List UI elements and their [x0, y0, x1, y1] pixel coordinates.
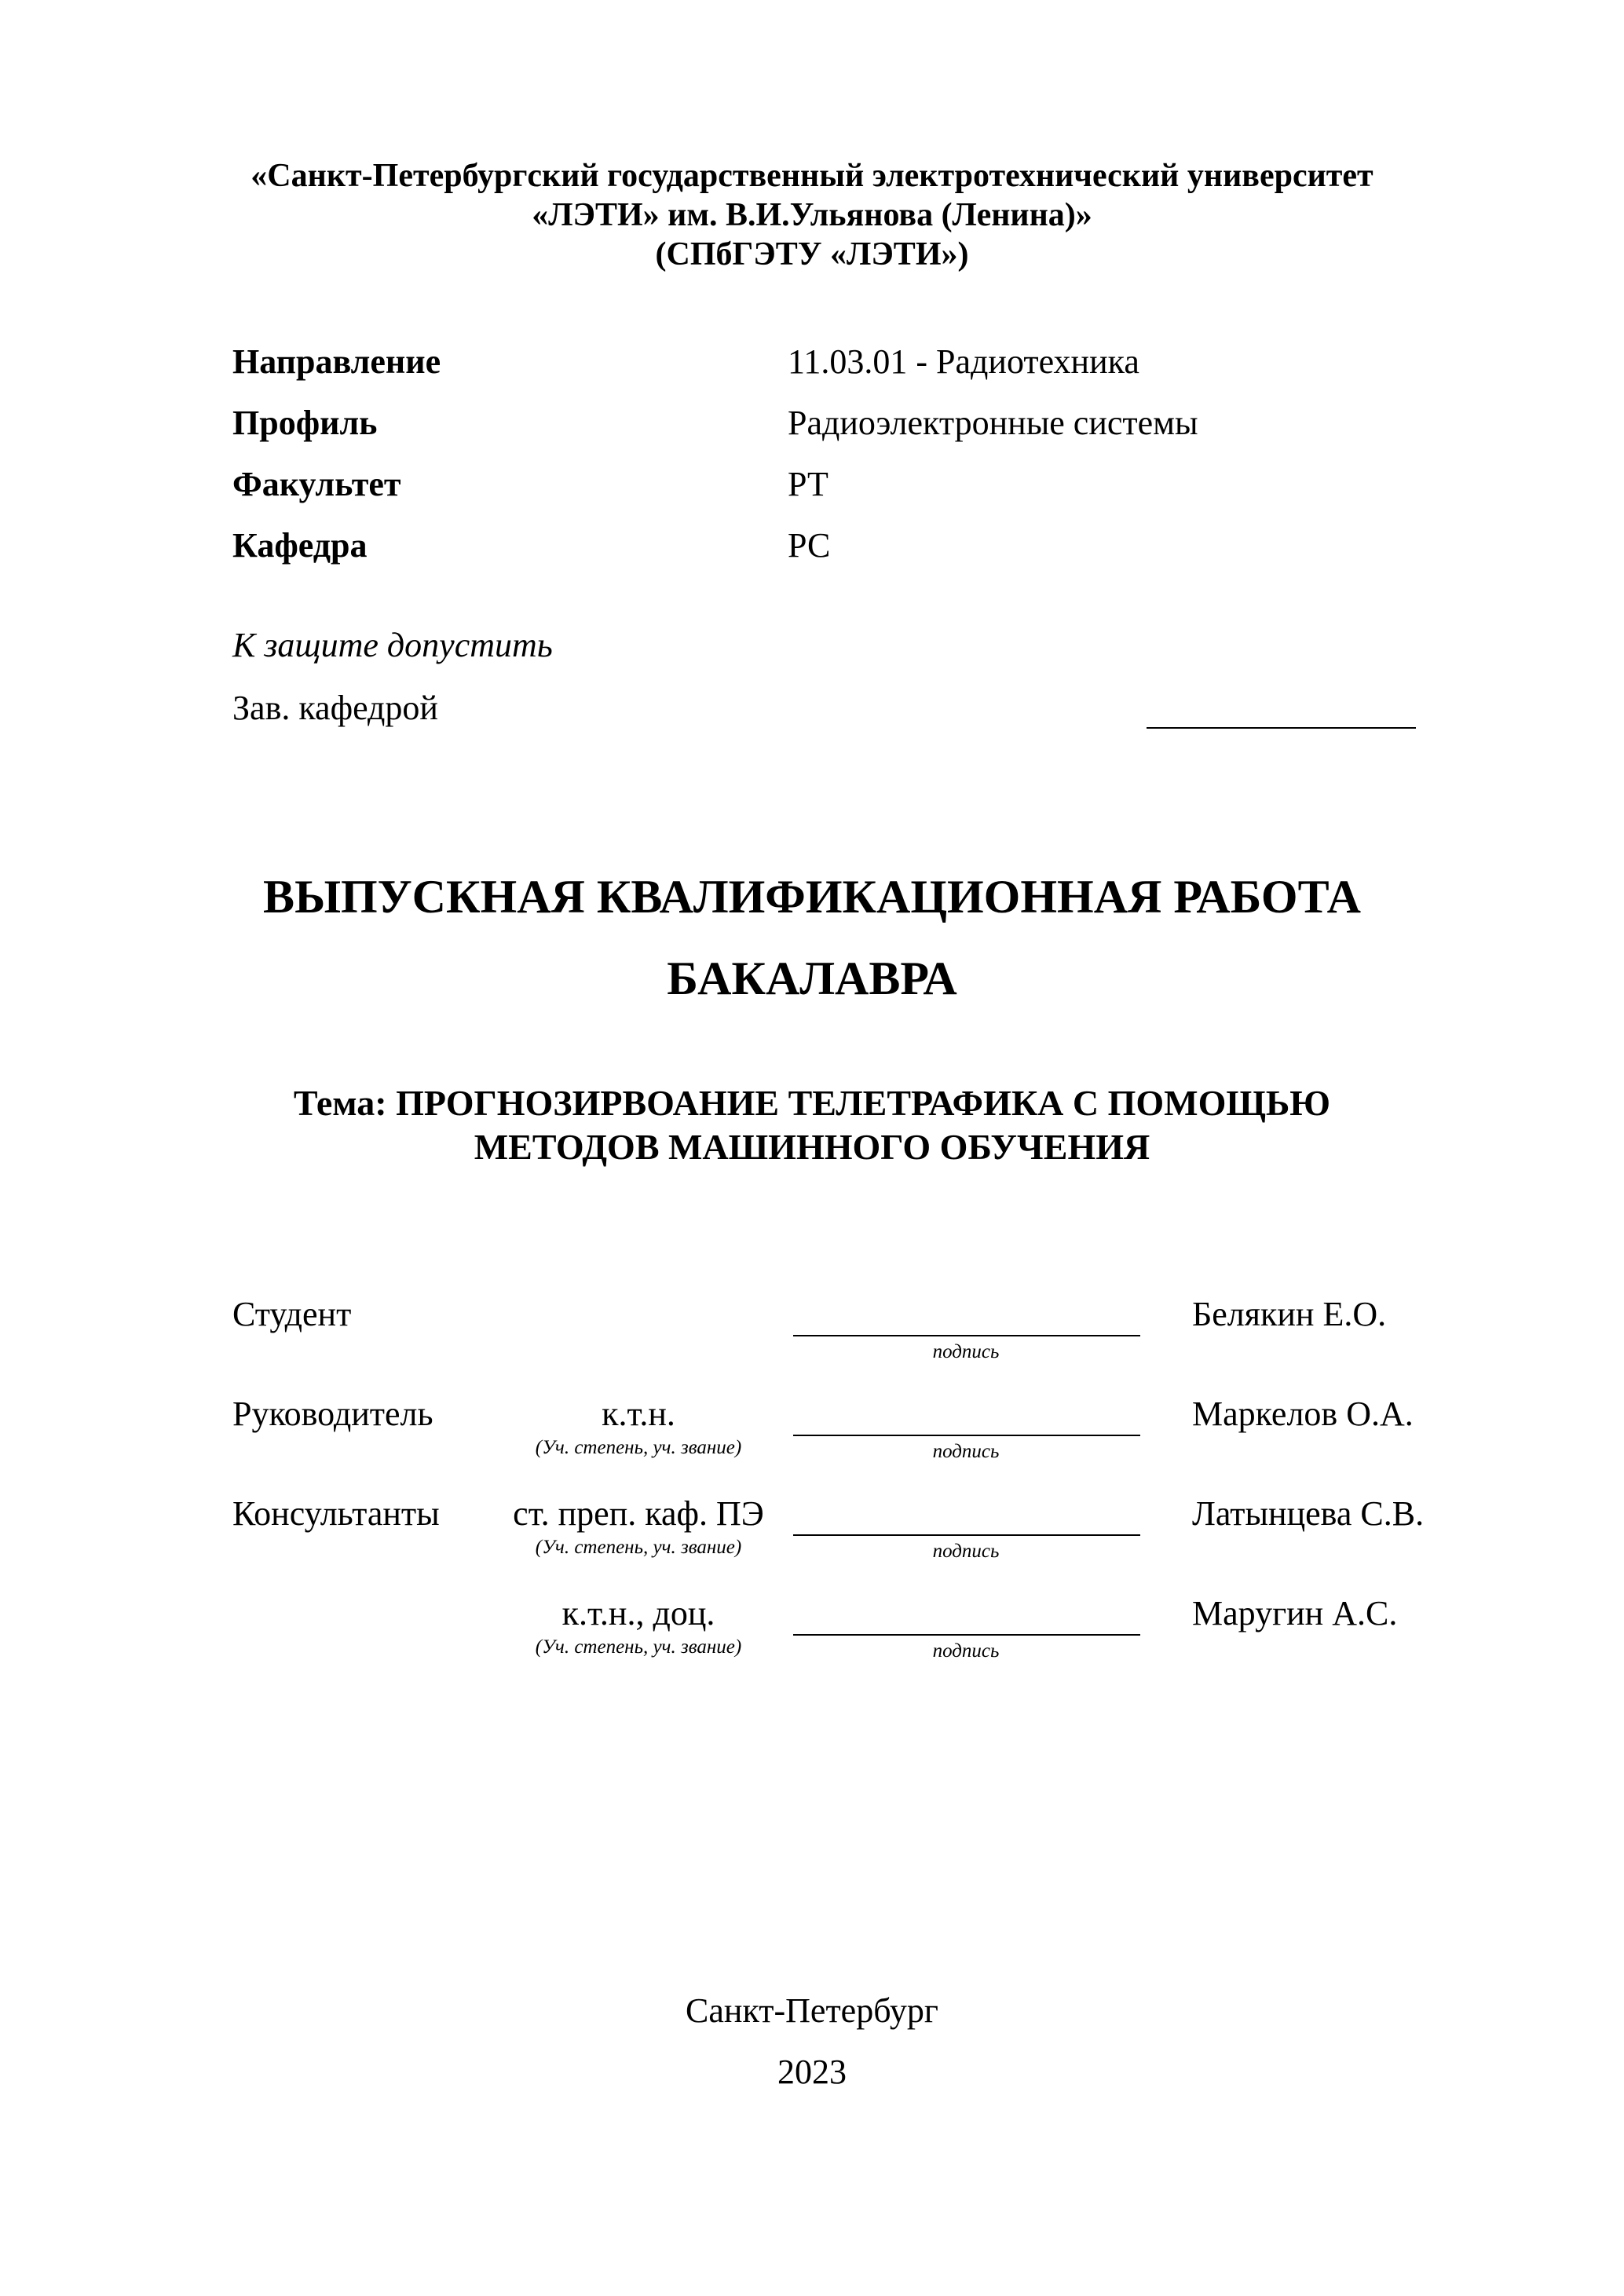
supervisor-rank-caption: (Уч. степень, уч. звание)	[535, 1437, 742, 1458]
student-signature-caption: подпись	[932, 1341, 1000, 1362]
direction-value: 11.03.01 - Радиотехника	[788, 342, 1139, 381]
university-name-line1: «Санкт-Петербургский государственный электротехнический университет	[251, 158, 1373, 194]
university-abbreviation: (СПбГЭТУ «ЛЭТИ»)	[655, 236, 969, 272]
supervisor-signature-line	[793, 1435, 1140, 1436]
footer-city: Санкт-Петербург	[686, 1991, 938, 2030]
supervisor-role: Руководитель	[232, 1395, 433, 1433]
supervisor-name: Маркелов О.А.	[1192, 1395, 1414, 1433]
work-title-line1: ВЫПУСКНАЯ КВАЛИФИКАЦИОННАЯ РАБОТА	[263, 871, 1361, 923]
consultant2-signature-line	[793, 1634, 1140, 1636]
consultants-role: Консультанты	[232, 1494, 440, 1533]
student-name: Белякин Е.О.	[1192, 1295, 1387, 1333]
consultant1-rank: ст. преп. каф. ПЭ	[513, 1494, 764, 1533]
consultant1-name: Латынцева С.В.	[1192, 1494, 1425, 1533]
consultant1-signature-line	[793, 1534, 1140, 1536]
supervisor-signature-caption: подпись	[932, 1441, 1000, 1462]
topic-line2: МЕТОДОВ МАШИННОГО ОБУЧЕНИЯ	[474, 1127, 1150, 1167]
faculty-value: РТ	[788, 465, 828, 503]
profile-value: Радиоэлектронные системы	[788, 404, 1198, 442]
department-label: Кафедра	[232, 526, 368, 565]
faculty-label: Факультет	[232, 465, 401, 503]
student-signature-line	[793, 1335, 1140, 1336]
topic-line1: Тема: ПРОГНОЗИРВОАНИЕ ТЕЛЕТРАФИКА С ПОМОЩЬЮ	[293, 1083, 1331, 1123]
work-title-line2: БАКАЛАВРА	[667, 952, 957, 1004]
direction-label: Направление	[232, 342, 441, 381]
profile-label: Профиль	[232, 404, 378, 442]
consultant1-rank-caption: (Уч. степень, уч. звание)	[535, 1537, 742, 1558]
consultant2-rank-caption: (Уч. степень, уч. звание)	[535, 1636, 742, 1658]
university-name-line2: «ЛЭТИ» им. В.И.Ульянова (Ленина)»	[532, 197, 1092, 233]
admit-to-defense: К защите допустить	[232, 626, 553, 664]
supervisor-rank: к.т.н.	[602, 1395, 675, 1433]
consultant2-name: Маругин А.С.	[1192, 1594, 1398, 1632]
consultant2-signature-caption: подпись	[932, 1640, 1000, 1662]
department-value: РС	[788, 526, 831, 565]
consultant2-rank: к.т.н., доц.	[561, 1594, 715, 1632]
footer-year: 2023	[777, 2053, 847, 2091]
student-role: Студент	[232, 1295, 352, 1333]
head-of-department: Зав. кафедрой	[232, 689, 438, 727]
consultant1-signature-caption: подпись	[932, 1541, 1000, 1562]
head-signature-line	[1147, 727, 1416, 729]
